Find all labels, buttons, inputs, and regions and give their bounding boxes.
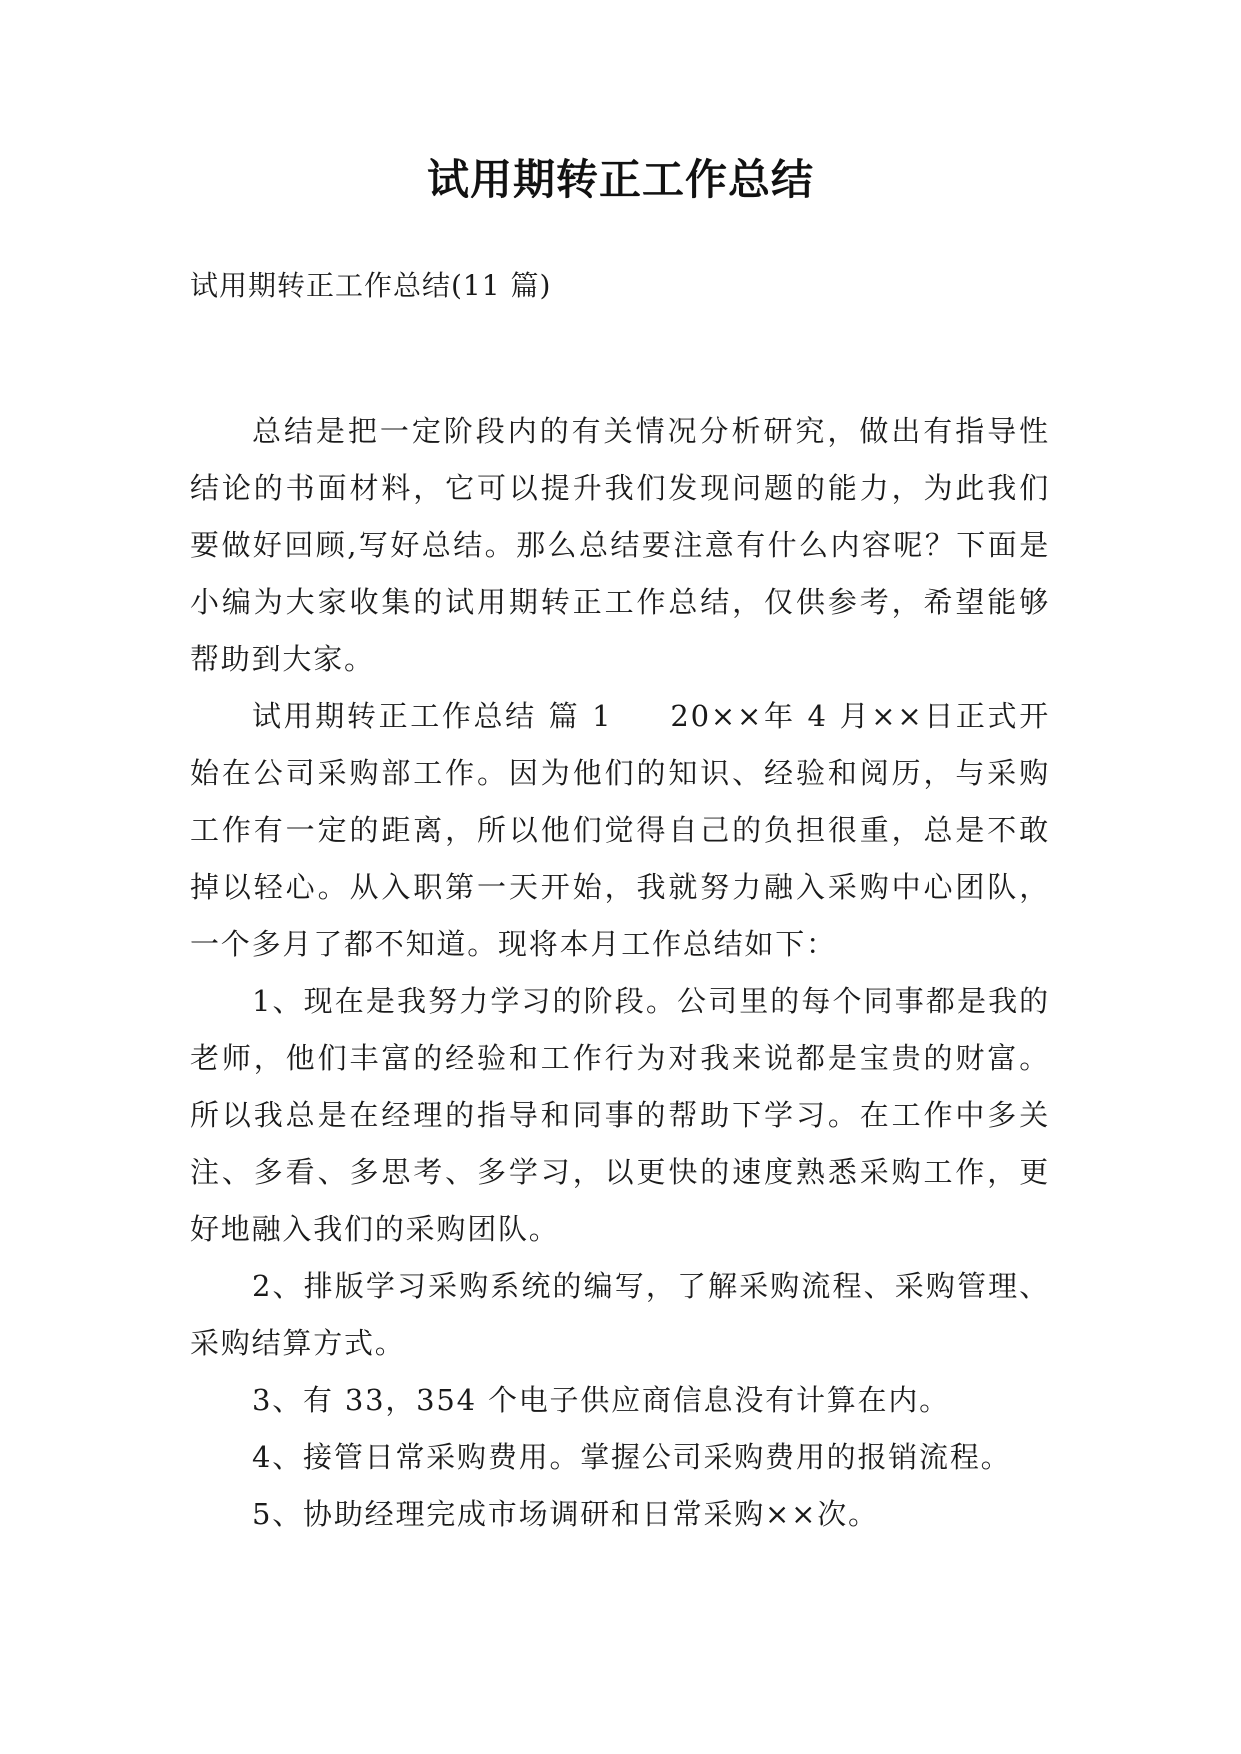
document-title: 试用期转正工作总结 [426,155,814,204]
list-item: 4、接管日常采购费用。掌握公司采购费用的报销流程。 [252,1440,1012,1474]
list-item: 3、有 33，354 个电子供应商信息没有计算在内。 [252,1383,950,1417]
intro-paragraph: 总结是把一定阶段内的有关情况分析研究，做出有指导性结论的书面材料，它可以提升我们发现问题的能力，为此我们要做好回顾,写好总结。那么总结要注意有什么内容呢？下面是小编为大家收集的试用期转正工作总结，仅供参考，希望能够帮助到大家。 [190,414,1050,676]
section-heading: 试用期转正工作总结 篇 1 [252,699,613,733]
section-1-paragraph [190,688,1050,973]
list-item: 2、排版学习采购系统的编写，了解采购流程、采购管理、采购结算方式。 [190,1269,1050,1360]
section-lead-text: 20××年 4 月××日正式开始在公司采购部工作。因为他们的知识、经验和阅历，与采购工作有一定的距离，所以他们觉得自己的负担很重，总是不敢掉以轻心。从入职第一天开始，我就努力融入采购中心团队，一个多月了都不知道。现将本月工作总结如下： [190,699,1050,961]
document-body [190,403,1050,1543]
list-item: 1、现在是我努力学习的阶段。公司里的每个同事都是我的老师，他们丰富的经验和工作行为对我来说都是宝贵的财富。所以我总是在经理的指导和同事的帮助下学习。在工作中多关注、多看、多思考、多学习，以更快的速度熟悉采购工作，更好地融入我们的采购团队。 [190,984,1050,1246]
list-item: 5、协助经理完成市场调研和日常采购××次。 [252,1497,879,1531]
document-subtitle: 试用期转正工作总结(11 篇) [190,269,552,302]
